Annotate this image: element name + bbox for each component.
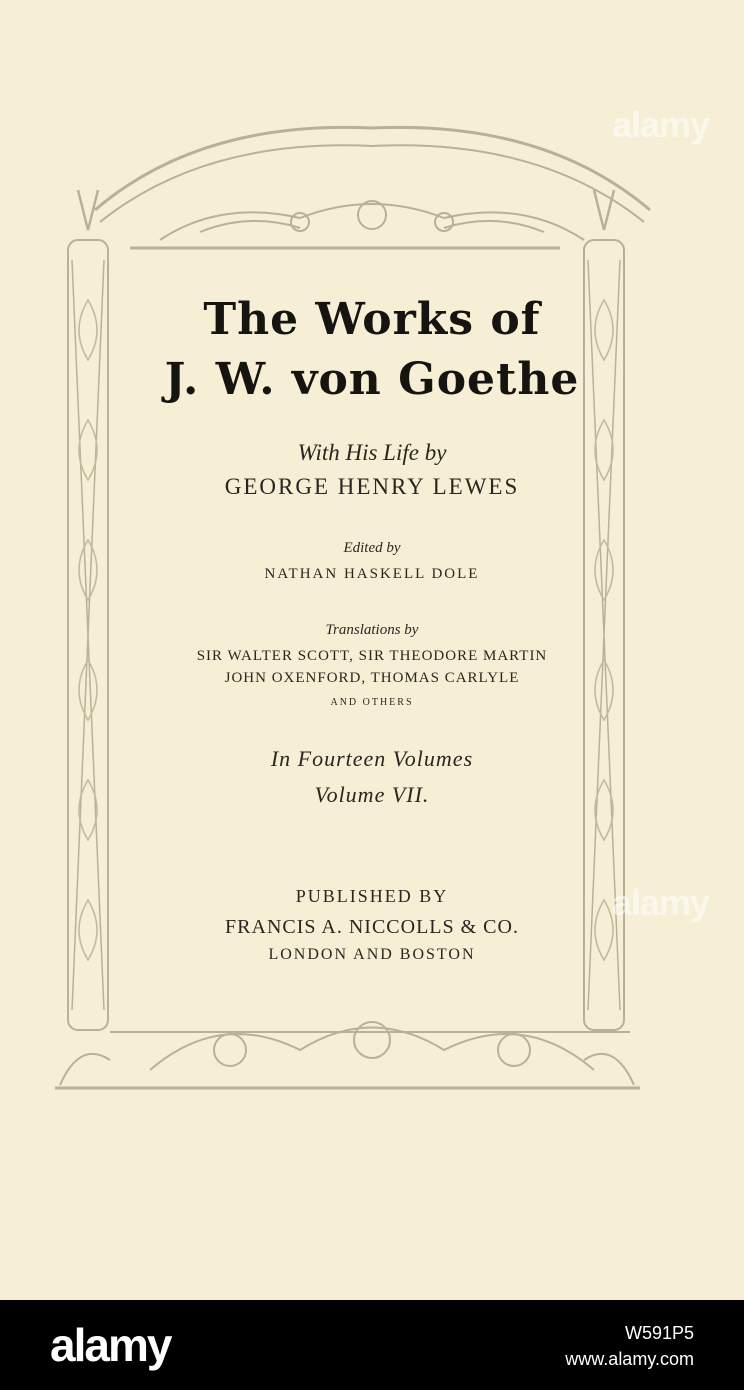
life-by-label: With His Life by (297, 440, 447, 465)
site-url: www.alamy.com (565, 1349, 694, 1369)
watermark-top: alamy (612, 104, 710, 145)
life-author: GEORGE HENRY LEWES (224, 474, 520, 499)
alamy-logo: alamy (50, 1319, 171, 1371)
title-line-2: J. W. von Goethe (164, 354, 580, 405)
stock-footer-bar (0, 1300, 744, 1390)
translators-line-2: JOHN OXENFORD, THOMAS CARLYLE (224, 670, 520, 686)
image-reference (565, 1320, 694, 1372)
published-by-label: PUBLISHED BY (295, 886, 449, 906)
and-others: AND OTHERS (330, 697, 414, 708)
translators-line-1: SIR WALTER SCOTT, SIR THEODORE MARTIN (196, 648, 548, 664)
translations-by-label: Translations by (325, 622, 419, 638)
watermark-middle: alamy (612, 882, 710, 923)
edited-by-label: Edited by (343, 540, 401, 556)
publisher-place: LONDON AND BOSTON (268, 946, 476, 963)
editor: NATHAN HASKELL DOLE (264, 566, 480, 582)
volume-number: Volume VII. (314, 782, 430, 807)
volumes-count: In Fourteen Volumes (270, 746, 474, 771)
publisher: FRANCIS A. NICCOLLS & CO. (225, 916, 519, 938)
image-id: W591P5 (624, 1323, 694, 1343)
title-line-1: The Works of (203, 294, 541, 345)
